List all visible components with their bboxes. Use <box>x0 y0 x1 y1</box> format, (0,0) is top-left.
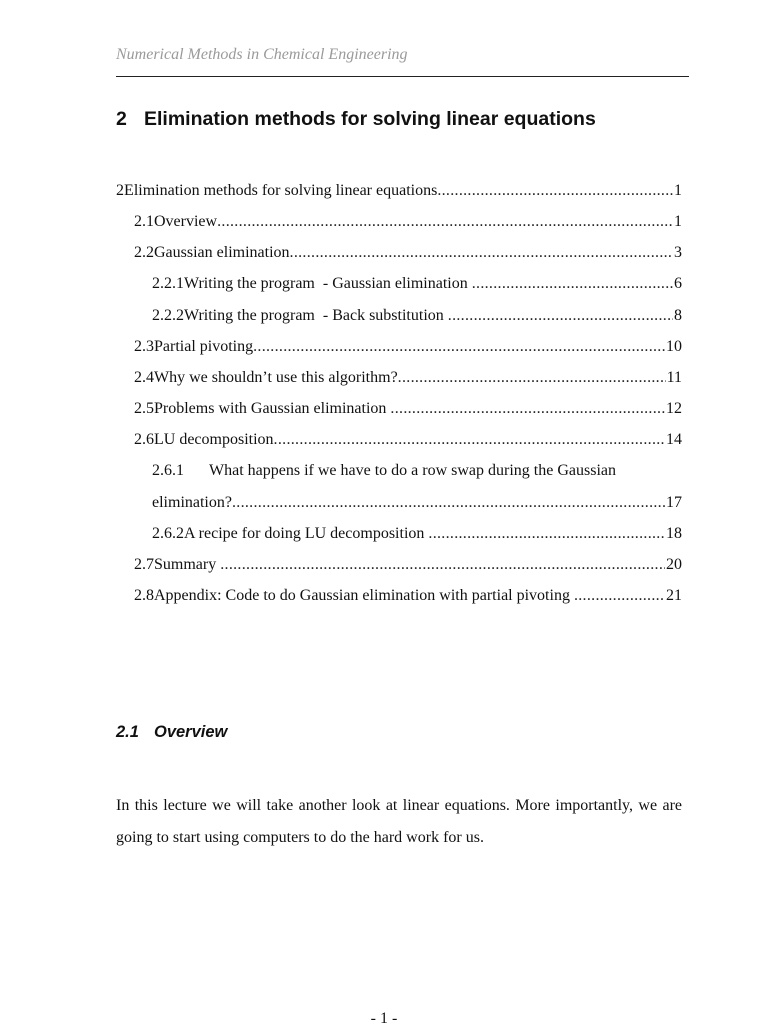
toc-leader-dots <box>390 399 665 419</box>
toc-entry-title: Why we shouldn’t use this algorithm? <box>154 369 398 386</box>
toc-entry-title: Gaussian elimination <box>154 244 290 261</box>
toc-entry-title: A recipe for doing LU decomposition <box>184 525 429 542</box>
section-heading <box>116 723 227 742</box>
toc-entry-number: 2.7 <box>134 556 154 573</box>
toc-entry-page: 3 <box>674 244 682 261</box>
toc-entry[interactable] <box>134 364 682 388</box>
chapter-title <box>116 108 596 131</box>
toc-entry-page: 1 <box>674 213 682 230</box>
toc-entry-page: 11 <box>666 369 682 386</box>
toc-entry[interactable] <box>134 582 682 606</box>
toc-entry[interactable] <box>134 395 682 419</box>
toc-entry-title: Elimination methods for solving linear equations <box>124 182 438 199</box>
running-header: Numerical Methods in Chemical Engineering <box>116 46 408 63</box>
toc-entry-title: Appendix: Code to do Gaussian elimination with partial pivoting <box>154 587 574 604</box>
toc-entry-page: 12 <box>666 400 682 417</box>
toc-leader-dots <box>472 274 673 294</box>
toc-entry[interactable] <box>152 520 682 544</box>
toc-entry-number: 2.3 <box>134 338 154 355</box>
toc-entry-title: Summary <box>154 556 221 573</box>
toc-entry-number: 2.6 <box>134 431 154 448</box>
toc-entry-number: 2.2 <box>134 244 154 261</box>
toc-entry-number: 2.4 <box>134 369 154 386</box>
toc-entry-number: 2.2.1 <box>152 275 184 292</box>
toc-entry-title: Writing the program - Gaussian elimination <box>184 275 472 292</box>
toc-leader-dots <box>448 306 673 326</box>
toc-leader-dots <box>437 181 673 201</box>
toc-entry-page: 17 <box>666 494 682 511</box>
toc-entry[interactable] <box>152 461 616 481</box>
toc-entry-page: 14 <box>666 431 682 448</box>
chapter-title-text: Elimination methods for solving linear equations <box>144 108 596 130</box>
toc-entry-title: LU decomposition <box>154 431 274 448</box>
toc-entry[interactable] <box>116 177 682 201</box>
toc-entry[interactable] <box>134 551 682 575</box>
toc-leader-dots <box>217 212 673 232</box>
toc-entry-page: 10 <box>666 338 682 355</box>
toc-entry[interactable] <box>152 302 682 326</box>
toc-entry[interactable] <box>134 426 682 450</box>
toc-entry-page: 21 <box>666 587 682 604</box>
toc-leader-dots <box>574 586 665 606</box>
chapter-number: 2 <box>116 108 127 130</box>
toc-entry-number: 2.2.2 <box>152 307 184 324</box>
toc-leader-dots <box>428 524 665 544</box>
toc-entry-number: 2.8 <box>134 587 154 604</box>
toc-entry[interactable] <box>152 270 682 294</box>
toc-leader-dots <box>290 243 673 263</box>
toc-leader-dots <box>220 555 665 575</box>
toc-entry-number: 2.5 <box>134 400 154 417</box>
toc-entry[interactable] <box>134 333 682 357</box>
toc-entry-page: 8 <box>674 307 682 324</box>
toc-leader-dots <box>274 430 665 450</box>
toc-entry-title: Partial pivoting <box>154 338 254 355</box>
header-rule <box>116 76 689 77</box>
section-number: 2.1 <box>116 723 139 741</box>
toc-leader-dots <box>253 337 665 357</box>
toc-entry-page: 6 <box>674 275 682 292</box>
toc-entry-title: Writing the program - Back substitution <box>184 307 448 324</box>
toc-entry-number: 2 <box>116 182 124 199</box>
toc-entry[interactable] <box>134 208 682 232</box>
toc-leader-dots <box>232 493 665 513</box>
body-paragraph: In this lecture we will take another look at linear equations. More importantly, we are going to start using computers to do the hard work for us. <box>116 797 682 846</box>
toc-entry-title: Problems with Gaussian elimination <box>154 400 391 417</box>
toc-entry-number: 2.1 <box>134 213 154 230</box>
toc-entry-title-continuation: elimination? <box>152 494 232 511</box>
toc-entry-page: 18 <box>666 525 682 542</box>
section-title: Overview <box>154 723 228 741</box>
toc-entry-page: 1 <box>674 182 682 199</box>
toc-entry-title: What happens if we have to do a row swap during the Gaussian <box>209 462 616 479</box>
page-number: - 1 - <box>370 1010 398 1027</box>
toc-entry[interactable] <box>134 239 682 263</box>
toc-entry-continuation[interactable] <box>152 489 682 513</box>
toc-leader-dots <box>398 368 666 388</box>
toc-entry-title: Overview <box>154 213 218 230</box>
toc-entry-number: 2.6.1 <box>152 462 184 479</box>
toc-entry-page: 20 <box>666 556 682 573</box>
toc-entry-number: 2.6.2 <box>152 525 184 542</box>
